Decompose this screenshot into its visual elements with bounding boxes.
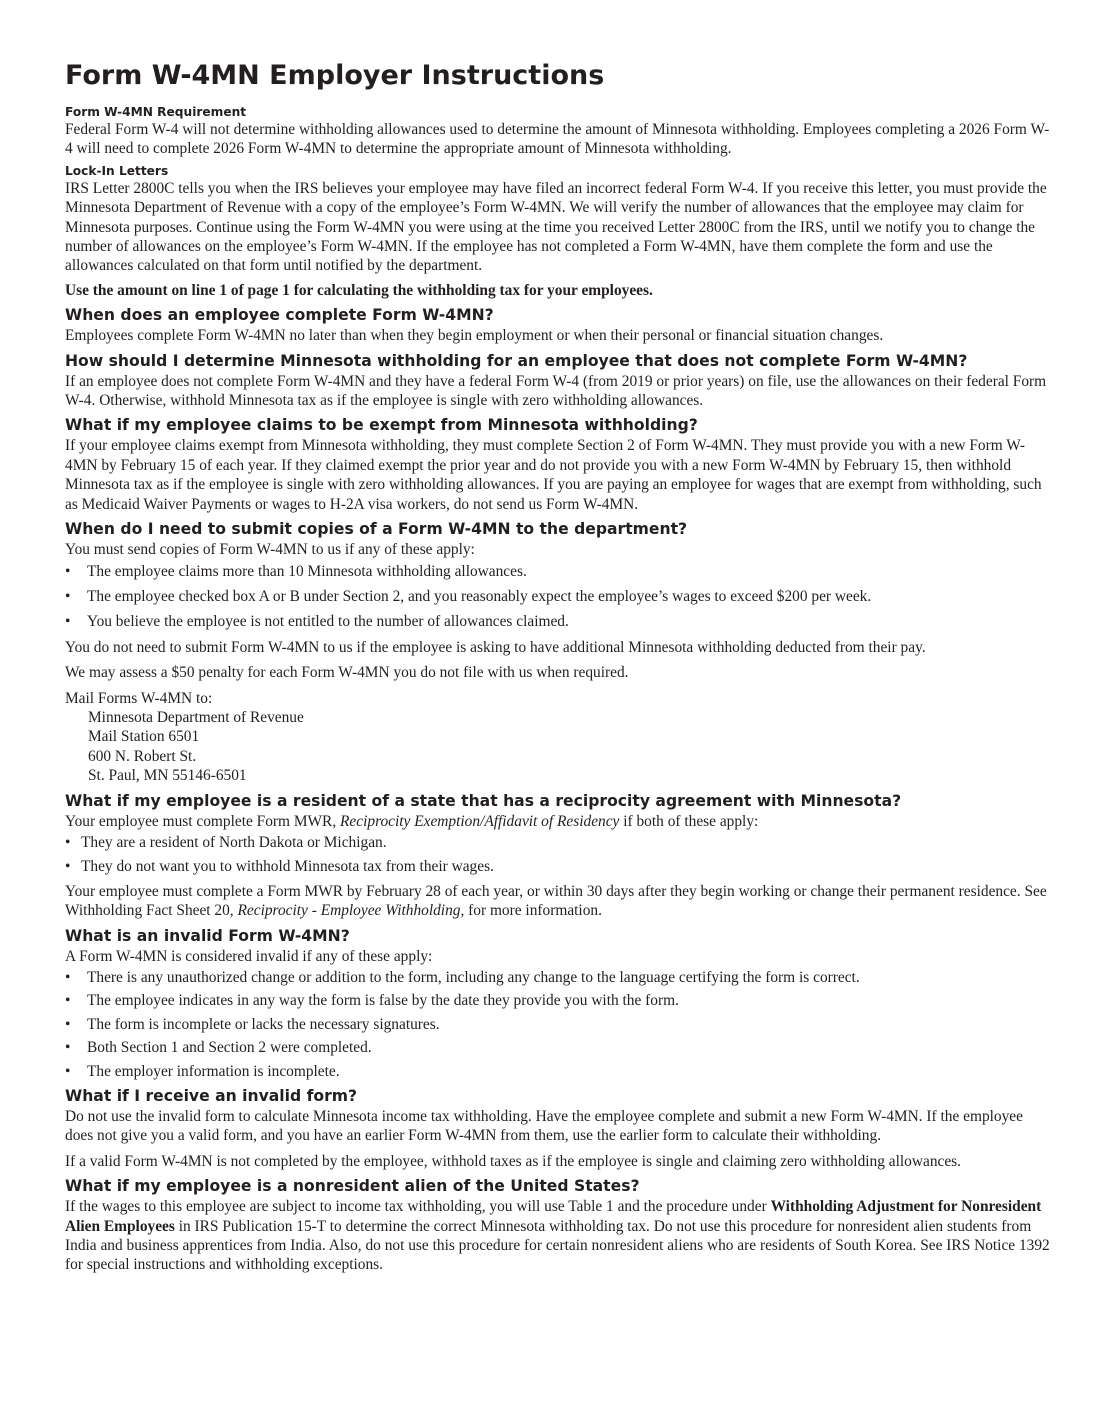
reciprocity-intro-pre: Your employee must complete Form MWR, (65, 812, 341, 830)
how-determine-heading: How should I determine Minnesota withholding for an employee that does not complete Form W-4MN? (65, 351, 968, 370)
submit-heading: When do I need to submit copies of a Form W-4MN to the department? (65, 520, 688, 539)
list-item: • They are a resident of North Dakota or Michigan. (65, 833, 1050, 852)
list-item: • The employer information is incomplete. (65, 1062, 1050, 1081)
nonresident-section (65, 1176, 1050, 1275)
exempt-section (65, 415, 1050, 514)
submit-intro: You must send copies of Form W-4MN to us if any of these apply: (65, 541, 475, 559)
document-page (65, 58, 1050, 1275)
list-item: • The employee indicates in any way the form is false by the date they provide you with the form. (65, 991, 1050, 1010)
list-item: • You believe the employee is not entitled to the number of allowances claimed. (65, 612, 1050, 631)
invalid-intro: A Form W-4MN is considered invalid if any of these apply: (65, 947, 433, 965)
lockin-heading: Lock-In Letters (65, 163, 169, 178)
how-determine-text: If an employee does not complete Form W-4MN and they have a federal Form W-4 (from 2019 or prior years) on file, use the allowances on their federal Form W-4. Otherwise, withhold Minnesota tax as if the employee is single with zero withholding allowances. (65, 372, 1047, 410)
lockin-section (65, 164, 1050, 300)
mailing-address (65, 708, 1050, 786)
exempt-heading: What if my employee claims to be exempt from Minnesota withholding? (65, 416, 698, 435)
reciprocity-intro (65, 812, 1050, 831)
submit-penalty-text: We may assess a $50 penalty for each Form W-4MN you do not file with us when required. (65, 664, 629, 682)
page-title: Form W-4MN Employer Instructions (65, 60, 605, 91)
nonresident-text-post: in IRS Publication 15-T to determine the correct Minnesota withholding tax. Do not use this procedure for nonresident alien students from India and business apprentices from India. Also, do not use this procedure for certain nonresident aliens who are residents of South Korea. See IRS Notice 1392 for special instructions and withholding exceptions. (65, 1217, 1050, 1274)
nonresident-text (65, 1197, 1050, 1275)
list-item: • There is any unauthorized change or addition to the form, including any change to the language certifying the form is correct. (65, 968, 1050, 987)
invalid-section (65, 926, 1050, 1081)
nonresident-procedure-title: Withholding Adjustment for Nonresident Alien Employees (65, 1198, 1042, 1235)
list-item: • The employee claims more than 10 Minnesota withholding allowances. (65, 562, 1050, 581)
when-complete-heading: When does an employee complete Form W-4MN? (65, 306, 494, 325)
address-line: Mail Station 6501 (88, 728, 200, 746)
requirement-text: Federal Form W-4 will not determine withholding allowances used to determine the amount of Minnesota withholding. Employees completing a 2026 Form W-4 will need to complete 2026 Form W-4MN to determine the appropriate amount of Minnesota withholding. (65, 121, 1050, 158)
reciprocity-list (65, 833, 1050, 877)
when-complete-section (65, 305, 1050, 345)
reciprocity-section (65, 791, 1050, 921)
list-item: • The employee checked box A or B under Section 2, and you reasonably expect the employee’s wages to exceed $200 per week. (65, 587, 1050, 606)
reciprocity-intro-post: if both of these apply: (619, 812, 759, 830)
submit-section (65, 519, 1050, 785)
nonresident-text-pre: If the wages to this employee are subject to income tax withholding, you will use Table 1 and the procedure under (65, 1198, 771, 1216)
reciprocity-heading: What if my employee is a resident of a state that has a reciprocity agreement with Minnesota? (65, 791, 902, 810)
how-determine-section (65, 351, 1050, 411)
address-line: 600 N. Robert St. (88, 747, 197, 765)
mail-label: Mail Forms W-4MN to: (65, 689, 213, 707)
address-line: St. Paul, MN 55146-6501 (88, 767, 247, 785)
invalid-list (65, 968, 1050, 1081)
when-complete-text: Employees complete Form W-4MN no later than when they begin employment or when their personal or financial situation changes. (65, 327, 884, 345)
exempt-text: If your employee claims exempt from Minnesota withholding, they must complete Section 2 of Form W-4MN. They must provide you with a new Form W-4MN by February 15 of each year. If they claimed exempt the prior year and do not provide you with a new Form W-4MN by February 15, then withhold Minnesota tax as if the employee is single with zero withholding allowances. If you are paying an employee for wages that are exempt from withholding, such as Medicaid Waiver Payments or wages to H-2A visa workers, do not send us Form W-4MN. (65, 437, 1042, 513)
receive-invalid-section (65, 1086, 1050, 1171)
receive-invalid-heading: What if I receive an invalid form? (65, 1087, 358, 1106)
reciprocity-closing (65, 882, 1050, 921)
reciprocity-fact-sheet-title: Reciprocity - Employee Withholding (237, 902, 461, 920)
requirement-heading: Form W-4MN Requirement (65, 105, 247, 119)
receive-invalid-text-2: If a valid Form W-4MN is not completed by the employee, withhold taxes as if the employee is single and claiming zero withholding allowances. (65, 1152, 962, 1170)
list-item: • Both Section 1 and Section 2 were completed. (65, 1038, 1050, 1057)
submit-no-need-text: You do not need to submit Form W-4MN to us if the employee is asking to have additional Minnesota withholding deducted from their pay. (65, 638, 926, 656)
list-item: • They do not want you to withhold Minnesota tax from their wages. (65, 857, 1050, 876)
invalid-heading: What is an invalid Form W-4MN? (65, 926, 350, 945)
nonresident-heading: What if my employee is a nonresident alien of the United States? (65, 1177, 640, 1196)
address-line: Minnesota Department of Revenue (88, 708, 304, 726)
reciprocity-closing-post: , for more information. (460, 902, 602, 920)
list-item: • The form is incomplete or lacks the necessary signatures. (65, 1015, 1050, 1034)
reciprocity-form-title: Reciprocity Exemption/Affidavit of Residency (340, 812, 620, 830)
receive-invalid-text-1: Do not use the invalid form to calculate Minnesota income tax withholding. Have the employee complete and submit a new Form W-4MN. If the employee does not give you a valid form, and you have an earlier Form W-4MN from them, use the earlier form to calculate their withholding. (65, 1108, 1023, 1145)
lockin-bold-note: Use the amount on line 1 of page 1 for calculating the withholding tax for your employees. (65, 281, 653, 299)
submit-list (65, 562, 1050, 632)
reciprocity-closing-pre: Your employee must complete a Form MWR by February 28 of each year, or within 30 days after they begin working or change their permanent residence. See Withholding Fact Sheet 20, (65, 882, 1047, 920)
lockin-text: IRS Letter 2800C tells you when the IRS believes your employee may have filed an incorrect federal Form W-4. If you receive this letter, you must provide the Minnesota Department of Revenue with a copy of the employee’s Form W-4MN. We will verify the number of allowances that the employee may claim for Minnesota purposes. Continue using the Form W-4MN you were using at the time you received Letter 2800C from the IRS, until we notify you to change the number of allowances on the employee’s Form W-4MN. If the employee has not completed a Form W-4MN, have them complete the form and use the allowances calculated on that form until notified by the department. (65, 179, 1047, 275)
requirement-section (65, 105, 1050, 159)
